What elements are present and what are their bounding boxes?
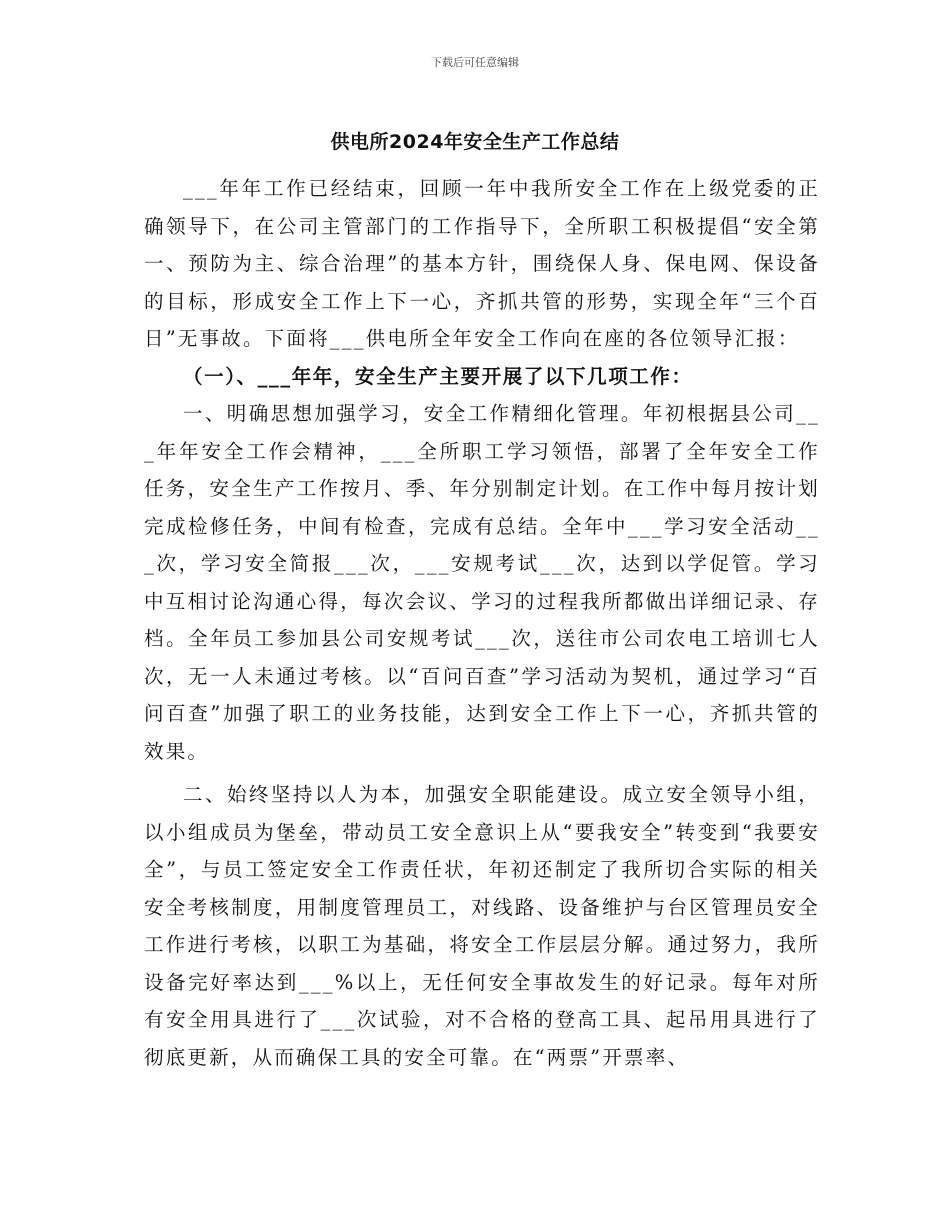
page-header-watermark: 下载后可任意编辑 bbox=[431, 56, 519, 69]
body-paragraph-2: 二、始终坚持以人为本，加强安全职能建设。成立安全领导小组，以小组成员为堡垒，带动员工安全意识上从“要我安全”转变到“我要安全”，与员工签定安全工作责任状，年初还制定了我所切合实际的相关安全考核制度，用制度管理员工，对线路、设备维护与台区管理员安全工作进行考核，以职工为基础，将安全工作层层分解。通过努力，我所设备完好率达到___%以上，无任何安全事故发生的好记录。每年对所有安全用具进行了___次试验，对不合格的登高工具、起吊用具进行了彻底更新，从而确保工具的安全可靠。在“两票”开票率、 bbox=[144, 783, 820, 1069]
body-paragraph-1: 一、明确思想加强学习，安全工作精细化管理。年初根据县公司___年年安全工作会精神，___全所职工学习领悟，部署了全年安全工作任务，安全生产工作按月、季、年分别制定计划。在工作中每月按计划完成检修任务，中间有检查，完成有总结。全年中___学习安全活动___次，学习安全简报___次，___安规考试___次，达到以学促管。学习中互相讨论沟通心得，每次会议、学习的过程我所都做出详细记录、存档。全年员工参加县公司安规考试___次，送往市公司农电工培训七人次，无一人未通过考核。以“百问百查”学习活动为契机，通过学习“百问百查”加强了职工的业务技能，达到安全工作上下一心，齐抓共管的效果。 bbox=[144, 402, 820, 763]
document-body bbox=[144, 170, 820, 1076]
section-heading: （一）、___年年，安全生产主要开展了以下几项工作： bbox=[183, 364, 693, 388]
intro-paragraph: ___年年工作已经结束，回顾一年中我所安全工作在上级党委的正确领导下，在公司主管部门的工作指导下，全所职工积极提倡“安全第一、预防为主、综合治理”的基本方针，围绕保人身、保电网、保设备的目标，形成安全工作上下一心，齐抓共管的形势，实现全年“三个百日”无事故。下面将___供电所全年安全工作向在座的各位领导汇报： bbox=[144, 177, 820, 350]
document-title: 供电所2024年安全生产工作总结 bbox=[330, 131, 620, 153]
